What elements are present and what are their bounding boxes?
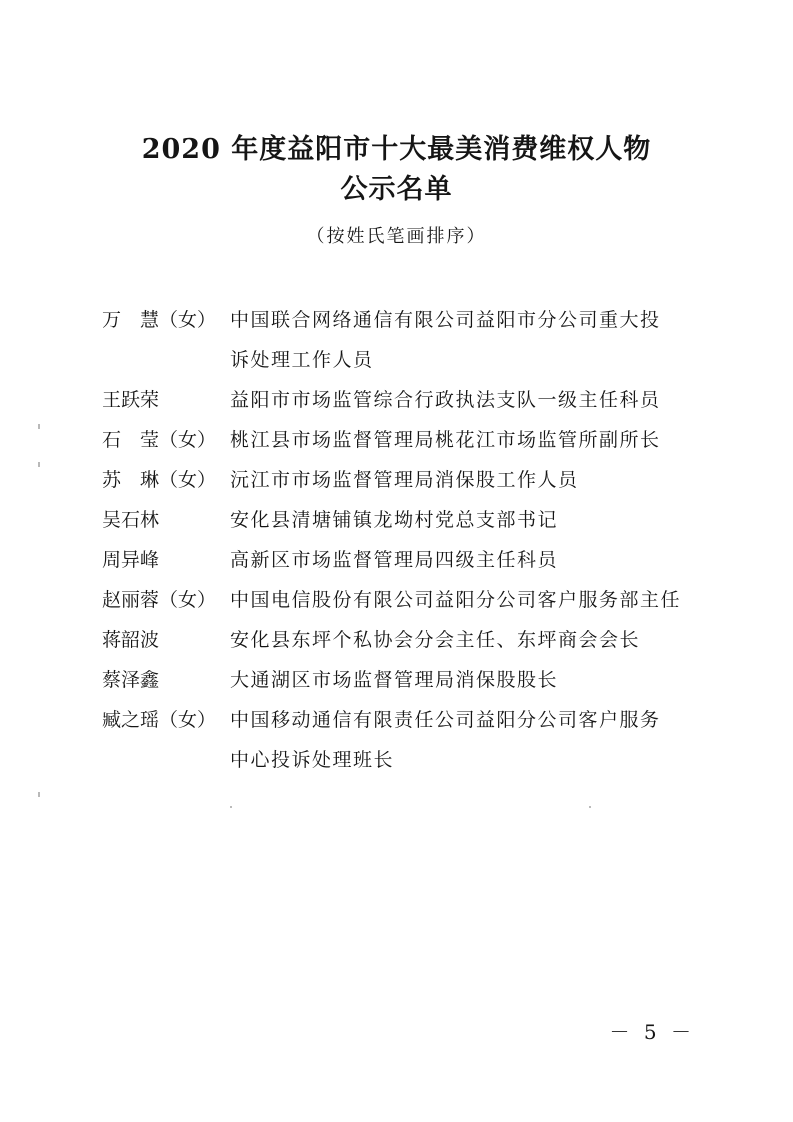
list-item: [0, 500, 793, 540]
list-item: [0, 300, 793, 380]
scan-speck: [589, 806, 591, 808]
nominee-name: 石 莹（女）: [102, 429, 217, 451]
nominee-description-line: 安化县东坪个私协会分会主任、东坪商会会长: [230, 629, 641, 651]
scan-speck: [230, 806, 232, 808]
nominee-description: [230, 500, 700, 540]
nominee-description: [230, 700, 700, 780]
nominee-description: [230, 300, 700, 380]
nominee-name: 吴石林: [102, 509, 160, 531]
list-item: [0, 380, 793, 420]
nominee-name: 蔡泽鑫: [102, 669, 160, 691]
list-item: [0, 460, 793, 500]
nominee-description-line: 诉处理工作人员: [230, 349, 374, 371]
nominee-description-line: 安化县清塘铺镇龙坳村党总支部书记: [230, 509, 559, 531]
document-title-line1: 2020 年度益阳市十大最美消费维权人物: [141, 134, 652, 165]
nominee-name: 周异峰: [102, 549, 160, 571]
list-item: [0, 620, 793, 660]
nominee-description-line: 高新区市场监督管理局四级主任科员: [230, 549, 559, 571]
nominee-name: 赵丽蓉（女）: [102, 589, 217, 611]
nominee-description-line: 中国移动通信有限责任公司益阳分公司客户服务: [230, 709, 661, 731]
list-item: [0, 660, 793, 700]
nominee-description-line: 沅江市市场监督管理局消保股工作人员: [230, 469, 579, 491]
nominee-description: [230, 380, 700, 420]
list-item: [0, 580, 793, 620]
scan-mark: [38, 424, 40, 429]
nominee-description: [230, 540, 700, 580]
nominee-name: 臧之瑶（女）: [102, 709, 217, 731]
nominee-description: [230, 460, 700, 500]
nominee-description-line: 益阳市市场监管综合行政执法支队一级主任科员: [230, 389, 661, 411]
scan-mark: [38, 792, 40, 797]
nominee-description-line: 中国联合网络通信有限公司益阳市分公司重大投: [230, 309, 661, 331]
nominee-name: 苏 琳（女）: [102, 469, 217, 491]
list-item: [0, 700, 793, 780]
nominee-description-line: 大通湖区市场监督管理局消保股股长: [230, 669, 559, 691]
nominee-description: [230, 620, 700, 660]
nominee-name: 万 慧（女）: [102, 309, 217, 331]
scan-mark: [38, 462, 40, 467]
page-number: － 5 －: [609, 1020, 695, 1044]
document-title-line2: 公示名单: [340, 174, 453, 205]
nominee-name: 蒋韶波: [102, 629, 160, 651]
nominee-description: [230, 420, 700, 460]
nominee-list: [0, 300, 793, 780]
nominee-name: 王跃荣: [102, 389, 160, 411]
nominee-description: [230, 580, 700, 620]
nominee-description-line: 中国电信股份有限公司益阳分公司客户服务部主任: [230, 589, 682, 611]
list-item: [0, 420, 793, 460]
document-subtitle: （按姓氏笔画排序）: [306, 226, 487, 247]
nominee-description-line: 桃江县市场监督管理局桃花江市场监管所副所长: [230, 429, 661, 451]
nominee-description-line: 中心投诉处理班长: [230, 749, 395, 771]
list-item: [0, 540, 793, 580]
nominee-description: [230, 660, 700, 700]
